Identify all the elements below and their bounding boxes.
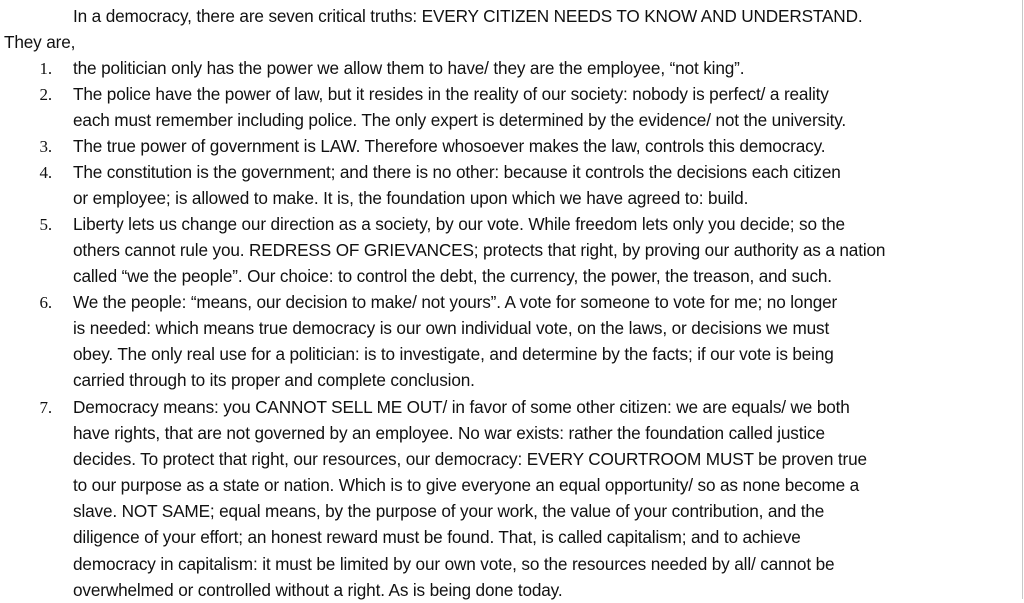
intro-heading: In a democracy, there are seven critical truths: EVERY CITIZEN NEEDS TO KNOW AND UNDERSTAND. xyxy=(73,6,863,26)
list-item xyxy=(73,159,1021,211)
list-number: 1. xyxy=(39,59,52,78)
list-item-line: or employee; is allowed to make. It is, the foundation upon which we have agreed to: build. xyxy=(73,188,749,209)
list-item-line: obey. The only real use for a politician: is to investigate, and determine by the facts; if our vote is being xyxy=(73,344,834,365)
list-item-line: called “we the people”. Our choice: to control the debt, the currency, the power, the treason, and such. xyxy=(73,266,832,287)
list-item xyxy=(73,211,1021,289)
list-number: 4. xyxy=(39,163,52,182)
list-item-line: have rights, that are not governed by an employee. No war exists: rather the foundation called justice xyxy=(73,423,825,444)
list-item xyxy=(73,55,1021,81)
list-item-line: Democracy means: you CANNOT SELL ME OUT/ in favor of some other citizen: we are equals/ we both xyxy=(73,397,850,417)
list-number: 7. xyxy=(39,398,52,417)
list-item-line: diligence of your effort; an honest reward must be found. That, is called capitalism; and to achieve xyxy=(73,527,801,548)
list-item-line: We the people: “means, our decision to make/ not yours”. A vote for someone to vote for me; no longer xyxy=(73,292,838,312)
list-item-line: is needed: which means true democracy is our own individual vote, on the laws, or decisions we must xyxy=(73,318,830,339)
list-item-line: carried through to its proper and complete conclusion. xyxy=(73,370,475,391)
list-item-line: the politician only has the power we allow them to have/ they are the employee, “not king”. xyxy=(73,58,745,78)
list-item-line: Liberty lets us change our direction as a society, by our vote. While freedom lets only you decide; so the xyxy=(73,214,845,234)
list-number: 5. xyxy=(39,215,52,234)
list-item-line: democracy in capitalism: it must be limited by our own vote, so the resources needed by all/ cannot be xyxy=(73,553,835,574)
list-item-line: others cannot rule you. REDRESS OF GRIEVANCES; protects that right, by proving our authority as a nation xyxy=(73,240,886,261)
list-item-line: The constitution is the government; and there is no other: because it controls the decisions each citizen xyxy=(73,162,841,182)
list-item-line: decides. To protect that right, our resources, our democracy: EVERY COURTROOM MUST be proven true xyxy=(73,449,867,470)
list-number: 2. xyxy=(39,85,52,104)
list-number: 3. xyxy=(39,137,52,156)
list-item-line: The police have the power of law, but it resides in the reality of our society: nobody is perfect/ a reality xyxy=(73,84,829,104)
list-item xyxy=(73,81,1021,133)
list-item-line: overwhelmed or controlled without a right. As is being done today. xyxy=(73,579,563,600)
list-item xyxy=(73,394,1021,603)
list-item-line: each must remember including police. The only expert is determined by the evidence/ not the university. xyxy=(73,110,847,131)
list-item-line: to our purpose as a state or nation. Which is to give everyone an equal opportunity/ so as none become a xyxy=(73,475,860,496)
list-number: 6. xyxy=(39,293,52,312)
list-item-line: The true power of government is LAW. Therefore whosoever makes the law, controls this democracy. xyxy=(73,136,826,156)
list-item-line: slave. NOT SAME; equal means, by the purpose of your work, the value of your contribution, and the xyxy=(73,501,825,522)
list-item xyxy=(73,289,1021,393)
list-lead-text: They are, xyxy=(4,32,76,52)
list-item xyxy=(73,133,1021,159)
